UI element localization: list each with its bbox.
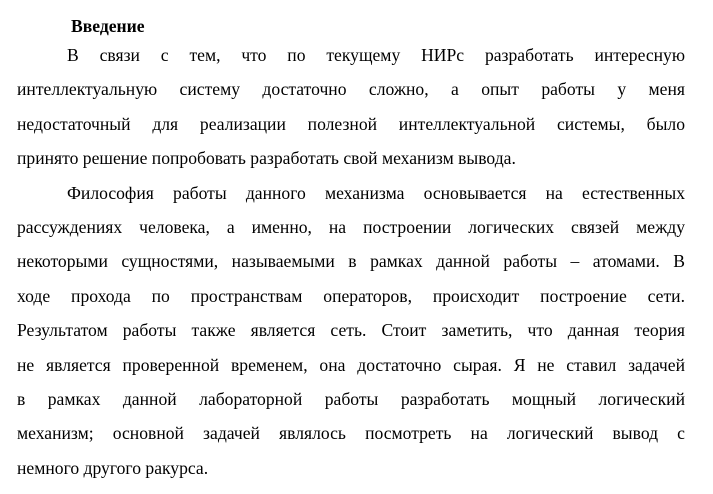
paragraph-line: не является проверенной временем, она достаточно сырая. Я не ставил задачей — [17, 354, 685, 375]
paragraph-line: Результатом работы также является сеть. Стоит заметить, что данная теория — [17, 320, 685, 341]
paragraph-1 — [17, 38, 685, 176]
document-page — [17, 0, 685, 485]
paragraph-line: ходе прохода по пространствам операторов, происходит построение сети. — [17, 285, 685, 306]
paragraph-line: некоторыми сущностями, называемыми в рамках данной работы – атомами. В — [17, 251, 685, 272]
section-heading: Введение — [71, 16, 145, 36]
paragraph-line: рассуждениях человека, а именно, на построении логических связей между — [17, 216, 685, 237]
paragraph-line: в рамках данной лабораторной работы разработать мощный логический — [17, 388, 685, 409]
paragraph-line: немного другого ракурса. — [17, 457, 209, 478]
paragraph-line: интеллектуальную систему достаточно сложно, а опыт работы у меня — [17, 79, 685, 100]
paragraph-line: Философия работы данного механизма основывается на естественных — [67, 182, 685, 203]
paragraph-2 — [17, 176, 685, 486]
paragraph-line: недостаточный для реализации полезной интеллектуальной системы, было — [17, 113, 685, 134]
paragraph-line: В связи с тем, что по текущему НИРс разработать интересную — [67, 45, 685, 65]
paragraph-line: принято решение попробовать разработать свой механизм вывода. — [17, 148, 516, 169]
paragraph-line: механизм; основной задачей являлось посмотреть на логический вывод с — [17, 423, 685, 444]
